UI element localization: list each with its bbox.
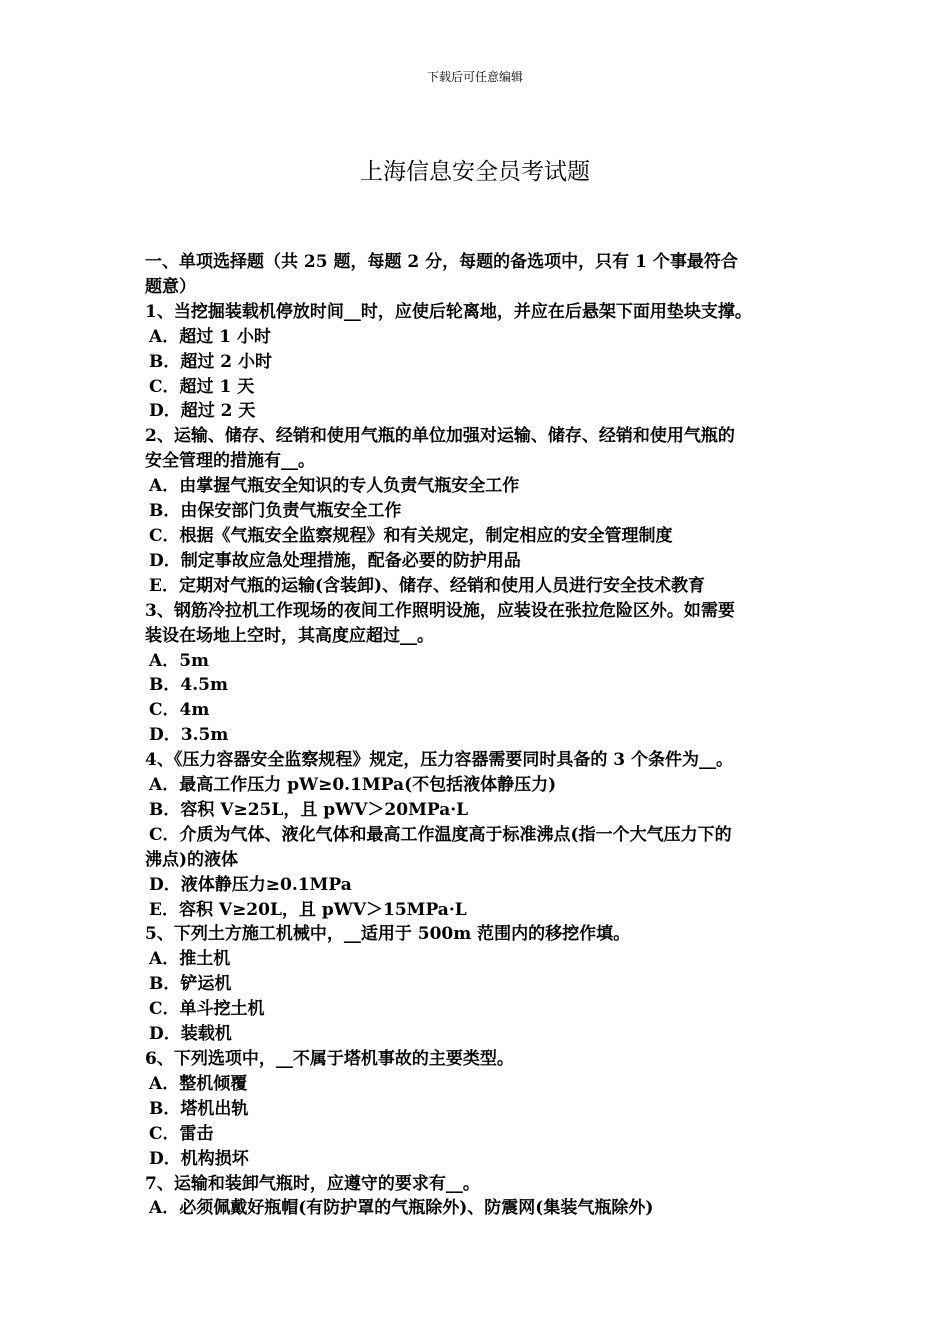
document-body [145, 250, 825, 1221]
question-stem-continued: 安全管理的措施有__。 [145, 451, 315, 472]
answer-option: B．4.5m [149, 675, 228, 696]
answer-option: A．由掌握气瓶安全知识的专人负责气瓶安全工作 [149, 476, 520, 497]
header-note: 下载后可任意编辑 [426, 70, 523, 84]
page-title: 上海信息安全员考试题 [360, 159, 590, 185]
answer-option-continued: 沸点)的液体 [145, 849, 239, 870]
question-stem: 3、钢筋冷拉机工作现场的夜间工作照明设施，应装设在张拉危险区外。如需要 [145, 600, 735, 621]
answer-option: B．超过 2 小时 [149, 351, 273, 372]
answer-option: D．超过 2 天 [149, 401, 256, 422]
answer-option: D．机构损坏 [149, 1148, 249, 1169]
answer-option: A．必须佩戴好瓶帽(有防护罩的气瓶除外)、防震网(集装气瓶除外) [149, 1198, 654, 1219]
section-heading-continued: 题意） [145, 276, 196, 297]
answer-option: A．整机倾覆 [149, 1073, 248, 1094]
answer-option: C．超过 1 天 [149, 376, 255, 397]
question-stem: 5、下列土方施工机械中，__适用于 500m 范围内的移挖作填。 [145, 924, 631, 945]
question-stem: 7、运输和装卸气瓶时，应遵守的要求有__。 [145, 1173, 480, 1194]
answer-option: D．制定事故应急处理措施，配备必要的防护用品 [149, 550, 521, 571]
answer-option: E．定期对气瓶的运输(含装卸)、储存、经销和使用人员进行安全技术教育 [149, 575, 706, 596]
section-heading: 一、单项选择题（共 25 题，每题 2 分，每题的备选项中，只有 1 个事最符合 [145, 252, 738, 272]
answer-option: D．3.5m [149, 725, 229, 746]
question-stem: 2、运输、储存、经销和使用气瓶的单位加强对运输、储存、经销和使用气瓶的 [145, 426, 735, 447]
answer-option: C．单斗挖土机 [149, 999, 265, 1020]
answer-option: E．容积 V≥20L，且 pWV＞15MPa·L [149, 899, 467, 920]
answer-option: B．铲运机 [149, 974, 232, 995]
answer-option: A．5m [149, 650, 210, 671]
answer-option: A．最高工作压力 pW≥0.1MPa(不包括液体静压力) [149, 775, 557, 796]
answer-option: D．液体静压力≥0.1MPa [149, 874, 352, 895]
answer-option: C．4m [149, 700, 210, 721]
question-stem-continued: 装设在场地上空时，其高度应超过__。 [145, 625, 434, 646]
answer-option: C．根据《气瓶安全监察规程》和有关规定，制定相应的安全管理制度 [149, 525, 673, 546]
question-stem: 4、《压力容器安全监察规程》规定，压力容器需要同时具备的 3 个条件为__。 [145, 750, 733, 771]
answer-option: B．塔机出轨 [149, 1098, 249, 1119]
question-stem: 1、当挖掘装载机停放时间__时，应使后轮离地，并应在后悬架下面用垫块支撑。 [145, 301, 752, 322]
answer-option: D．装载机 [149, 1024, 232, 1045]
answer-option: A．推土机 [149, 949, 231, 970]
question-stem: 6、下列选项中，__不属于塔机事故的主要类型。 [145, 1049, 514, 1069]
answer-option: C．雷击 [149, 1123, 214, 1144]
answer-option: B．由保安部门负责气瓶安全工作 [149, 501, 402, 522]
answer-option: B．容积 V≥25L，且 pWV＞20MPa·L [149, 799, 469, 820]
answer-option: C．介质为气体、液化气体和最高工作温度高于标准沸点(指一个大气压力下的 [149, 824, 732, 845]
answer-option: A．超过 1 小时 [149, 326, 271, 347]
